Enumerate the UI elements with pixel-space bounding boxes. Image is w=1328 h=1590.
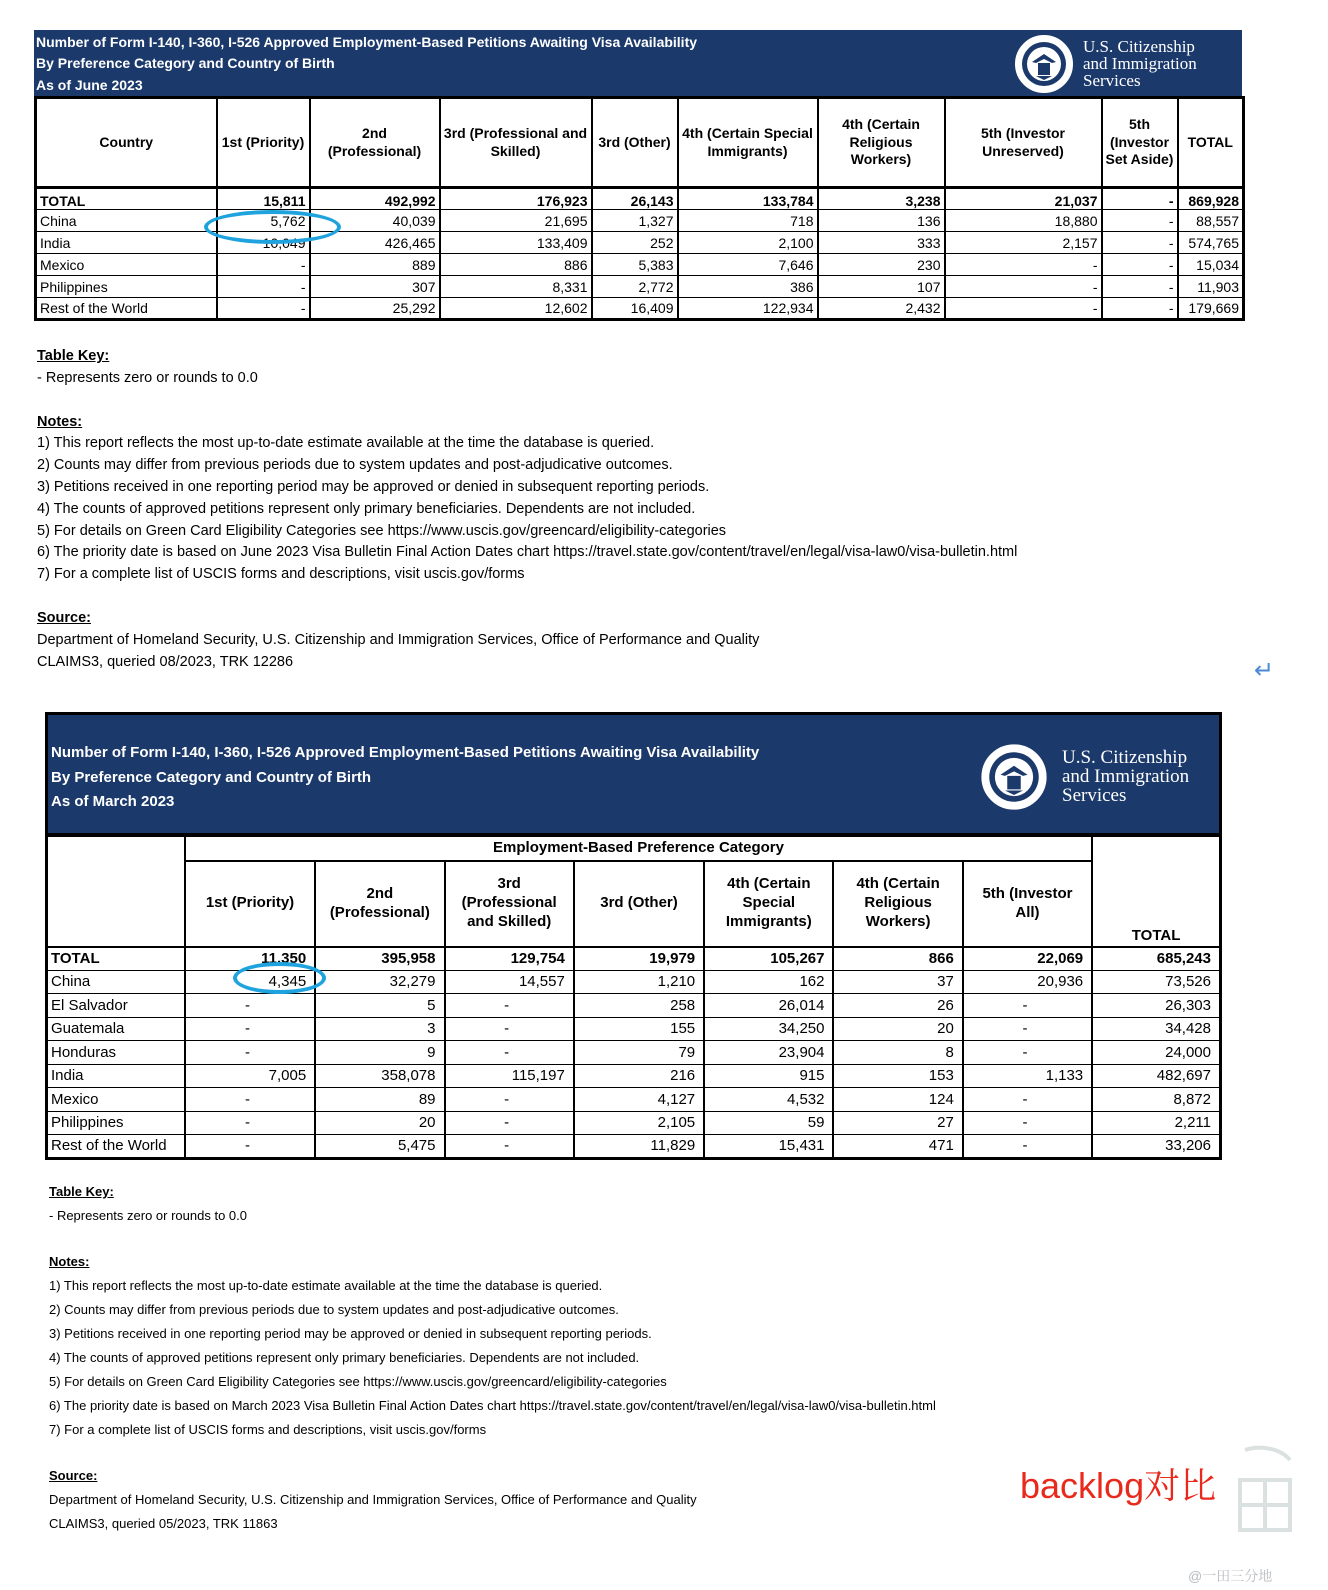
value-cell: 26,014 [704, 994, 833, 1018]
value-cell: 79 [574, 1041, 704, 1065]
value-cell: 4,532 [704, 1088, 833, 1112]
report2-table-row [47, 1017, 1221, 1041]
value-cell: 37 [833, 970, 962, 994]
dhs-seal-icon [978, 741, 1050, 813]
report2-source-line: Department of Homeland Security, U.S. Citizenship and Immigration Services, Office of Performance and Quality [49, 1492, 697, 1507]
report1-table-row [36, 298, 1244, 320]
report2-note: 3) Petitions received in one reporting period may be approved or denied in subsequent reporting periods. [49, 1326, 652, 1341]
value-cell: 3,238 [818, 188, 945, 210]
report2-notes-label: Notes: [49, 1254, 90, 1269]
value-cell: 21,695 [440, 210, 592, 232]
report1-column-header: 1st (Priority) [217, 98, 310, 188]
value-cell: 27 [833, 1111, 962, 1135]
value-cell: - [945, 254, 1102, 276]
value-cell: 26 [833, 994, 962, 1018]
report2-column-header: 1st (Priority) [185, 861, 315, 947]
value-cell: 10,049 [217, 232, 310, 254]
report2-source-line: CLAIMS3, queried 05/2023, TRK 11863 [49, 1516, 278, 1531]
value-cell: 869,928 [1178, 188, 1244, 210]
country-cell: Honduras [47, 1041, 185, 1065]
value-cell: 915 [704, 1064, 833, 1088]
report2-table-key-label: Table Key: [49, 1184, 114, 1199]
report1-title-line-2: By Preference Category and Country of Birth [36, 55, 335, 71]
value-cell: 33,206 [1092, 1135, 1220, 1159]
value-cell: - [963, 1088, 1092, 1112]
value-cell: 2,211 [1092, 1111, 1220, 1135]
report2-source-label: Source: [49, 1468, 98, 1483]
value-cell: 8,872 [1092, 1088, 1220, 1112]
value-cell: 88,557 [1178, 210, 1244, 232]
value-cell: 5,762 [217, 210, 310, 232]
report2-table-row [47, 970, 1221, 994]
report2-column-header: 4th (Certain Religious Workers) [833, 861, 962, 947]
value-cell: 34,250 [704, 1017, 833, 1041]
report2-banner [45, 712, 1222, 836]
report2-agency-name [1062, 748, 1189, 805]
value-cell: 482,697 [1092, 1064, 1220, 1088]
value-cell: - [185, 1088, 315, 1112]
report2-table [45, 834, 1222, 1160]
report2-note: 5) For details on Green Card Eligibility Categories see https://www.uscis.gov/greencard/eligibility-categories [49, 1374, 667, 1389]
report1-note: 2) Counts may differ from previous periods due to system updates and post-adjudicative outcomes. [37, 457, 673, 474]
report1-agency-name [1083, 38, 1197, 89]
country-cell: China [47, 970, 185, 994]
report2-agency-line-2: and Immigration [1062, 766, 1190, 787]
report1-footer [37, 346, 1017, 673]
report1-title-line-3: As of June 2023 [36, 77, 143, 93]
value-cell: 129,754 [445, 947, 574, 971]
country-cell: China [36, 210, 217, 232]
value-cell: - [445, 1111, 574, 1135]
value-cell: 333 [818, 232, 945, 254]
value-cell: 5,383 [592, 254, 678, 276]
report1-source-line: Department of Homeland Security, U.S. Citizenship and Immigration Services, Office of Performance and Quality [37, 631, 760, 648]
report1-banner [34, 30, 1242, 96]
value-cell: 26,303 [1092, 994, 1220, 1018]
value-cell: - [963, 1017, 1092, 1041]
report1-table [34, 96, 1245, 321]
report2-note: 1) This report reflects the most up-to-date estimate available at the time the database is queried. [49, 1278, 603, 1293]
value-cell: 115,197 [445, 1064, 574, 1088]
value-cell: 574,765 [1178, 232, 1244, 254]
country-cell: Philippines [36, 276, 217, 298]
value-cell: 426,465 [310, 232, 440, 254]
report1-table-row [36, 276, 1244, 298]
report2-table-row [47, 1041, 1221, 1065]
report2-table-row [47, 1135, 1221, 1159]
value-cell: 22,069 [963, 947, 1092, 971]
value-cell: 718 [678, 210, 818, 232]
report1-column-header: Country [36, 98, 217, 188]
value-cell: - [217, 254, 310, 276]
value-cell: 9 [315, 1041, 444, 1065]
report2-agency-line-1: U.S. Citizenship [1062, 747, 1188, 768]
value-cell: - [963, 994, 1092, 1018]
value-cell: - [945, 276, 1102, 298]
report2-column-header-total: TOTAL [1092, 836, 1220, 947]
value-cell: - [185, 1111, 315, 1135]
report1-total-row [36, 188, 1244, 210]
report2-note: 4) The counts of approved petitions represent only primary beneficiaries. Dependents are not included. [49, 1350, 640, 1365]
report2-agency-line-3: Services [1062, 785, 1127, 806]
report2-table-row [47, 1111, 1221, 1135]
report1-agency-line-2: and Immigration [1083, 54, 1197, 73]
value-cell: 40,039 [310, 210, 440, 232]
report1-column-header: 4th (Certain Special Immigrants) [678, 98, 818, 188]
report1-note: 3) Petitions received in one reporting period may be approved or denied in subsequent reporting periods. [37, 478, 710, 495]
value-cell: 8,331 [440, 276, 592, 298]
country-cell: El Salvador [47, 994, 185, 1018]
value-cell: - [1102, 232, 1178, 254]
report2-table-row [47, 1064, 1221, 1088]
annotation-caption: backlog对比 [1020, 1465, 1217, 1506]
value-cell: - [185, 1017, 315, 1041]
value-cell: - [445, 1017, 574, 1041]
value-cell: 3 [315, 1017, 444, 1041]
value-cell: - [1102, 188, 1178, 210]
value-cell: 471 [833, 1135, 962, 1159]
report1-column-header: 2nd (Professional) [310, 98, 440, 188]
report1-column-header: 4th (Certain Religious Workers) [818, 98, 945, 188]
value-cell: 73,526 [1092, 970, 1220, 994]
value-cell: 11,829 [574, 1135, 704, 1159]
value-cell: 4,127 [574, 1088, 704, 1112]
value-cell: 59 [704, 1111, 833, 1135]
value-cell: 2,105 [574, 1111, 704, 1135]
report1-agency-line-3: Services [1083, 71, 1141, 90]
report1-notes-label: Notes: [37, 413, 83, 430]
value-cell: 24,000 [1092, 1041, 1220, 1065]
value-cell: 107 [818, 276, 945, 298]
value-cell: 15,811 [217, 188, 310, 210]
value-cell: - [185, 994, 315, 1018]
report1-note: 6) The priority date is based on June 2023 Visa Bulletin Final Action Dates chart https://travel.state.gov/content/travel/en/legal/visa-law0/visa-bulletin.html [37, 544, 1018, 561]
report1-column-header: TOTAL [1178, 98, 1244, 188]
return-arrow-icon: ↵ [1254, 657, 1275, 684]
report1-note: 7) For a complete list of USCIS forms and descriptions, visit uscis.gov/forms [37, 566, 525, 583]
value-cell: 25,292 [310, 298, 440, 320]
value-cell: 886 [440, 254, 592, 276]
value-cell: 122,934 [678, 298, 818, 320]
value-cell: 307 [310, 276, 440, 298]
value-cell: 7,005 [185, 1064, 315, 1088]
country-cell: Rest of the World [47, 1135, 185, 1159]
value-cell: 176,923 [440, 188, 592, 210]
value-cell: 889 [310, 254, 440, 276]
watermark-handle: @一田三分地 [1188, 1568, 1273, 1584]
value-cell: 20 [315, 1111, 444, 1135]
dhs-seal-icon [1012, 32, 1076, 96]
value-cell: 5,475 [315, 1135, 444, 1159]
value-cell: 20 [833, 1017, 962, 1041]
value-cell: 5 [315, 994, 444, 1018]
report2-note: 7) For a complete list of USCIS forms and descriptions, visit uscis.gov/forms [49, 1422, 487, 1437]
report2-group-header-row [47, 836, 1221, 861]
report2-header [47, 836, 1221, 947]
report2-column-header: 3rd (Other) [574, 861, 704, 947]
value-cell: - [217, 276, 310, 298]
report2-blank-header [47, 836, 185, 947]
value-cell: 23,904 [704, 1041, 833, 1065]
report1-note: 1) This report reflects the most up-to-date estimate available at the time the database is queried. [37, 435, 655, 452]
value-cell: - [945, 298, 1102, 320]
value-cell: 15,034 [1178, 254, 1244, 276]
report2-column-header: 5th (Investor All) [963, 861, 1092, 947]
value-cell: 8 [833, 1041, 962, 1065]
value-cell: 19,979 [574, 947, 704, 971]
report1-note: 4) The counts of approved petitions represent only primary beneficiaries. Dependents are not included. [37, 500, 696, 517]
report1-table-key: - Represents zero or rounds to 0.0 [37, 369, 258, 386]
report1-agency-line-1: U.S. Citizenship [1083, 37, 1195, 56]
report1-note: 5) For details on Green Card Eligibility Categories see https://www.uscis.gov/greencard/eligibility-categories [37, 522, 727, 539]
value-cell: 2,100 [678, 232, 818, 254]
value-cell: - [445, 1041, 574, 1065]
value-cell: - [963, 1111, 1092, 1135]
report2-note: 2) Counts may differ from previous periods due to system updates and post-adjudicative outcomes. [49, 1302, 619, 1317]
report2-table-key: - Represents zero or rounds to 0.0 [49, 1208, 247, 1223]
report2-footer [49, 1180, 936, 1536]
report1-column-header: 5th (Investor Set Aside) [1102, 98, 1178, 188]
value-cell: 2,432 [818, 298, 945, 320]
value-cell: 492,992 [310, 188, 440, 210]
value-cell: 1,133 [963, 1064, 1092, 1088]
value-cell: 386 [678, 276, 818, 298]
value-cell: 133,409 [440, 232, 592, 254]
watermark-logo-icon [1220, 1440, 1310, 1550]
report2-body [47, 947, 1221, 1159]
value-cell: 1,210 [574, 970, 704, 994]
report1-table-key-label: Table Key: [37, 348, 110, 364]
report2-column-header: 3rd (Professional and Skilled) [445, 861, 574, 947]
value-cell: 105,267 [704, 947, 833, 971]
highlight-circle-march [233, 962, 326, 994]
report2-total-row [47, 947, 1221, 971]
value-cell: - [445, 1135, 574, 1159]
value-cell: 12,602 [440, 298, 592, 320]
value-cell: 32,279 [315, 970, 444, 994]
value-cell: - [1102, 276, 1178, 298]
value-cell: 34,428 [1092, 1017, 1220, 1041]
value-cell: - [185, 1041, 315, 1065]
value-cell: - [445, 994, 574, 1018]
report1-column-header: 3rd (Professional and Skilled) [440, 98, 592, 188]
value-cell: 162 [704, 970, 833, 994]
report1-table-row [36, 254, 1244, 276]
country-cell: Philippines [47, 1111, 185, 1135]
value-cell: 216 [574, 1064, 704, 1088]
value-cell: - [963, 1135, 1092, 1159]
value-cell: 26,143 [592, 188, 678, 210]
highlight-circle-june [204, 210, 341, 244]
report2-title-line-1: Number of Form I-140, I-360, I-526 Approved Employment-Based Petitions Awaiting Visa Availability [51, 744, 760, 761]
country-cell: Mexico [47, 1088, 185, 1112]
report1-title-line-1: Number of Form I-140, I-360, I-526 Approved Employment-Based Petitions Awaiting Visa Availability [36, 34, 698, 50]
value-cell: - [217, 298, 310, 320]
value-cell: 685,243 [1092, 947, 1220, 971]
report1-body [36, 188, 1244, 320]
value-cell: 16,409 [592, 298, 678, 320]
value-cell: 155 [574, 1017, 704, 1041]
value-cell: 7,646 [678, 254, 818, 276]
report2-table-row [47, 994, 1221, 1018]
value-cell: - [185, 1135, 315, 1159]
value-cell: 866 [833, 947, 962, 971]
value-cell: - [1102, 298, 1178, 320]
value-cell: 11,350 [185, 947, 315, 971]
value-cell: 136 [818, 210, 945, 232]
country-cell: Guatemala [47, 1017, 185, 1041]
country-cell: TOTAL [47, 947, 185, 971]
country-cell: India [47, 1064, 185, 1088]
value-cell: 89 [315, 1088, 444, 1112]
value-cell: 153 [833, 1064, 962, 1088]
value-cell: 20,936 [963, 970, 1092, 994]
report1-column-header: 3rd (Other) [592, 98, 678, 188]
value-cell: 2,772 [592, 276, 678, 298]
value-cell: - [963, 1041, 1092, 1065]
report1-column-header: 5th (Investor Unreserved) [945, 98, 1102, 188]
value-cell: 395,958 [315, 947, 444, 971]
value-cell: 2,157 [945, 232, 1102, 254]
value-cell: 1,327 [592, 210, 678, 232]
report2-title-line-3: As of March 2023 [51, 793, 175, 810]
report1-source-label: Source: [37, 609, 91, 626]
value-cell: 179,669 [1178, 298, 1244, 320]
value-cell: 21,037 [945, 188, 1102, 210]
value-cell: 258 [574, 994, 704, 1018]
report2-header-row [47, 861, 1221, 947]
country-cell: Rest of the World [36, 298, 217, 320]
value-cell: - [1102, 210, 1178, 232]
report1-header-row [36, 98, 1244, 188]
value-cell: 252 [592, 232, 678, 254]
value-cell: 133,784 [678, 188, 818, 210]
report2-title-line-2: By Preference Category and Country of Birth [51, 769, 372, 786]
value-cell: 4,345 [185, 970, 315, 994]
value-cell: 15,431 [704, 1135, 833, 1159]
country-cell: TOTAL [36, 188, 217, 210]
value-cell: 14,557 [445, 970, 574, 994]
value-cell: 18,880 [945, 210, 1102, 232]
value-cell: 358,078 [315, 1064, 444, 1088]
report1-source-line: CLAIMS3, queried 08/2023, TRK 12286 [37, 653, 294, 670]
report2-column-header: 2nd (Professional) [315, 861, 444, 947]
value-cell: 230 [818, 254, 945, 276]
value-cell: - [445, 1088, 574, 1112]
country-cell: Mexico [36, 254, 217, 276]
value-cell: 124 [833, 1088, 962, 1112]
report2-column-header: 4th (Certain Special Immigrants) [704, 861, 833, 947]
report2-group-header: Employment-Based Preference Category [185, 836, 1092, 861]
report2-table-row [47, 1088, 1221, 1112]
value-cell: 11,903 [1178, 276, 1244, 298]
value-cell: - [1102, 254, 1178, 276]
report2-note: 6) The priority date is based on March 2023 Visa Bulletin Final Action Dates chart https://travel.state.gov/content/travel/en/legal/visa-law0/visa-bulletin.html [49, 1398, 936, 1413]
country-cell: India [36, 232, 217, 254]
